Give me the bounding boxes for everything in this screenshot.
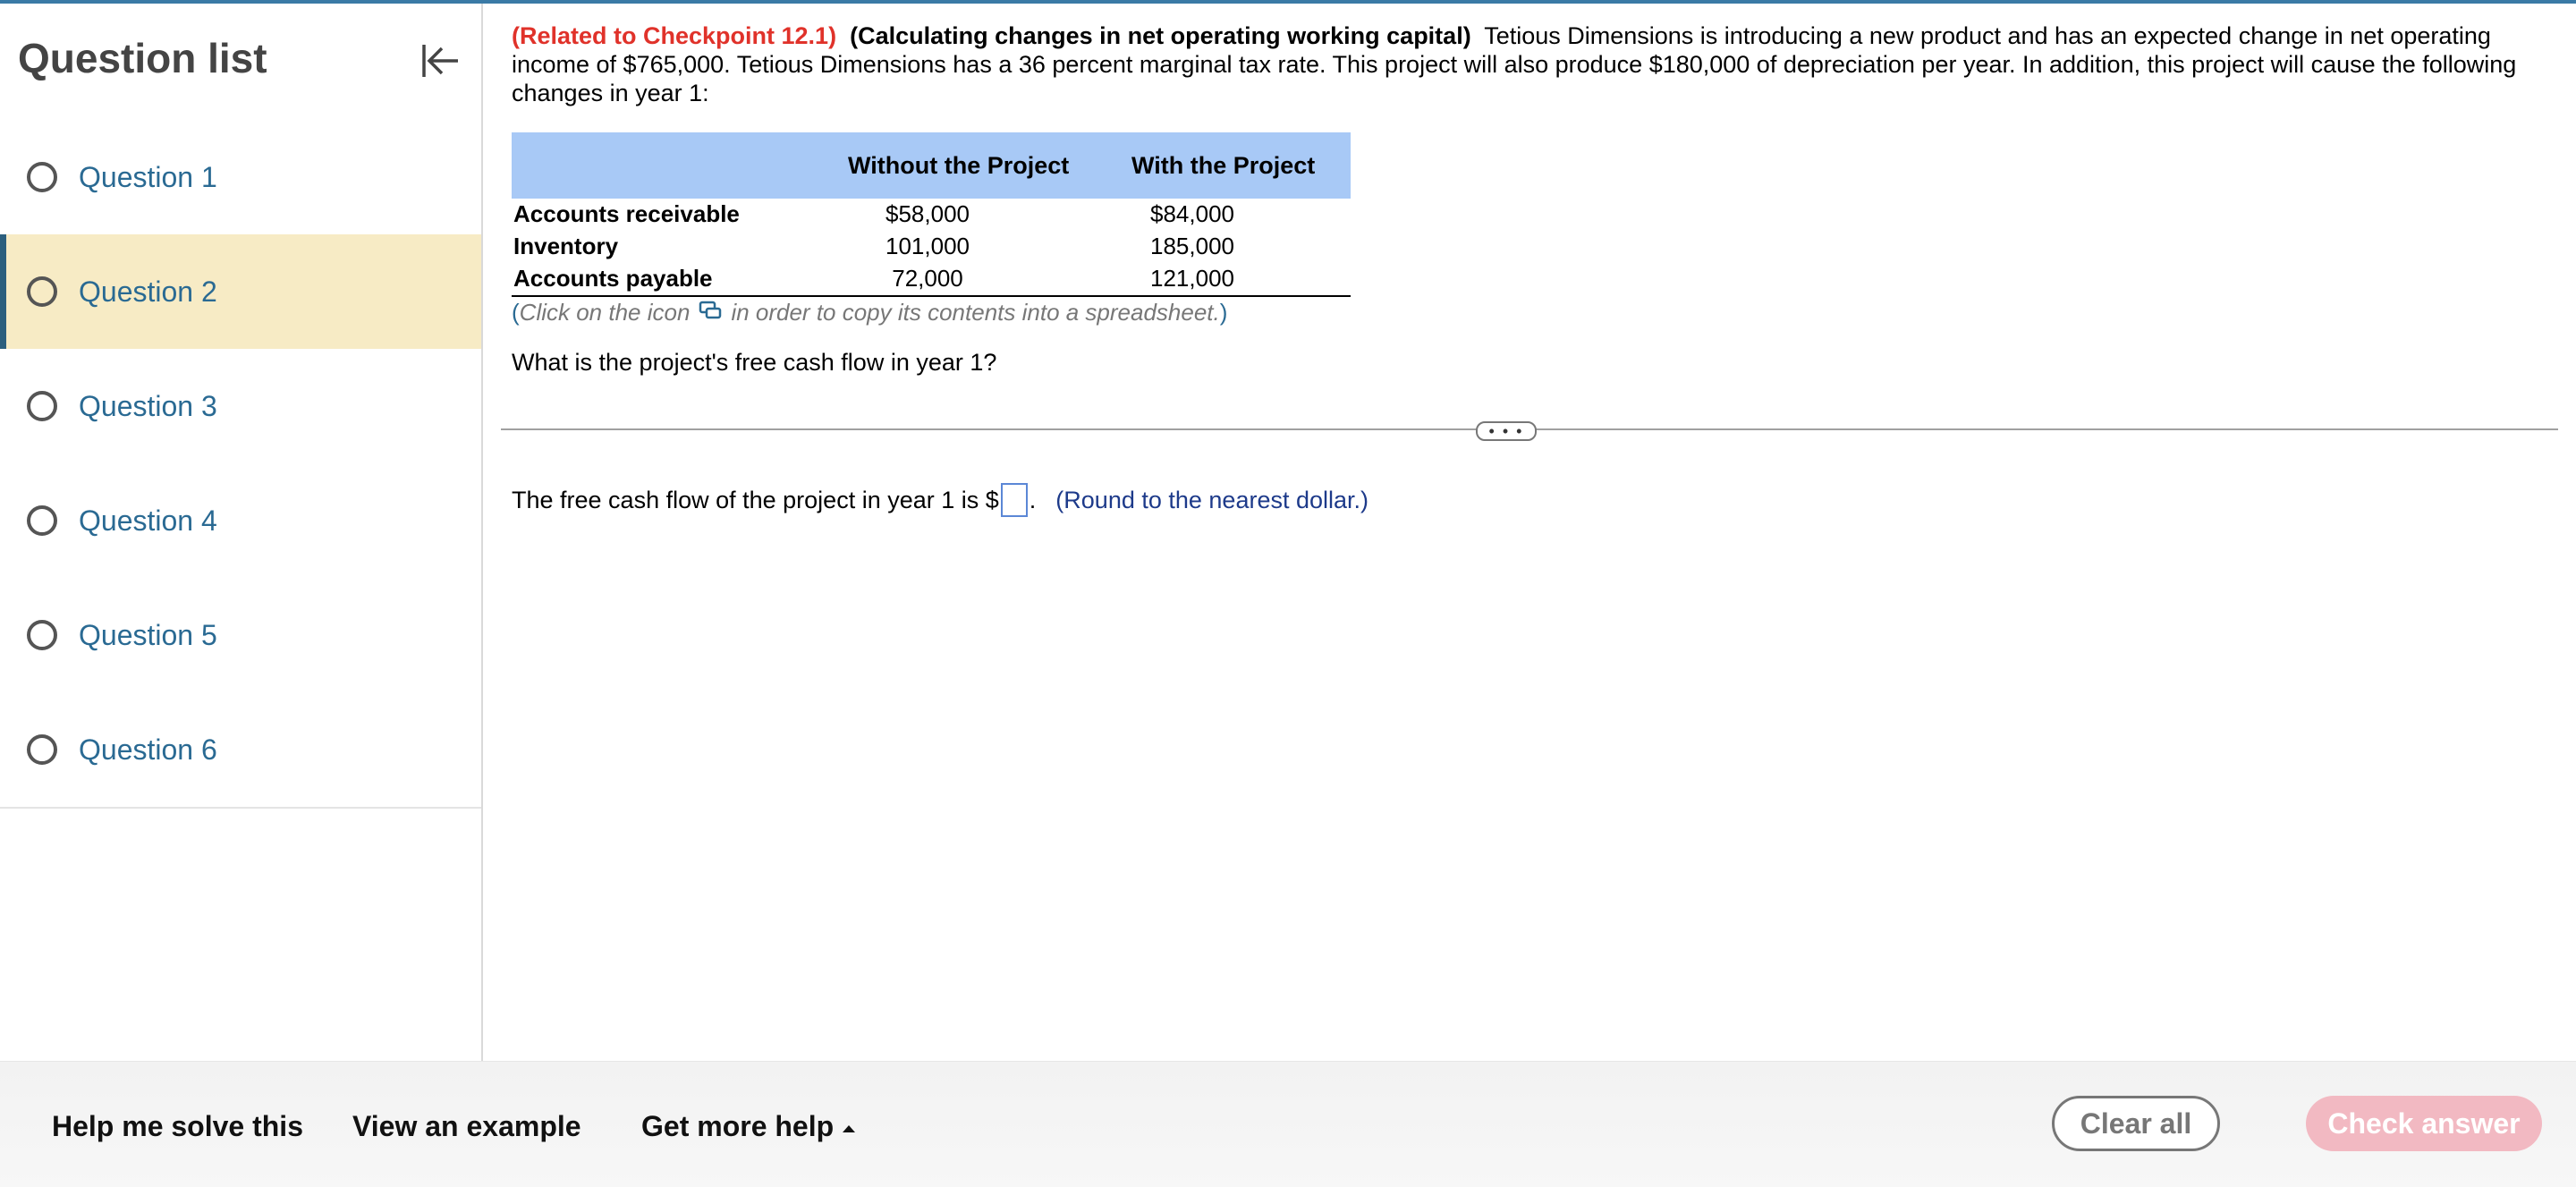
- cell-with: 121,000: [1150, 265, 1234, 292]
- get-more-help-label: Get more help: [641, 1110, 835, 1142]
- column-header-with: With the Project: [1131, 152, 1316, 179]
- answer-input[interactable]: [1001, 483, 1028, 517]
- problem-text: Tetious Dimensions is introducing a new product and has an expected change in net operating income of $765,000. Tetious Dimensions has a 36 percent marginal tax rate. This project will also produce $180,000 of depreciation per year. In addition, this project will cause the following changes in year 1:: [512, 22, 2517, 106]
- table-note: [512, 299, 1351, 326]
- note-text-after: in order to copy its contents into a spreadsheet.: [731, 299, 1220, 326]
- answer-suffix: .: [1029, 486, 1037, 513]
- radio-circle-icon: [27, 620, 57, 650]
- data-table: [512, 132, 1351, 326]
- footer-toolbar: [0, 1061, 2576, 1187]
- row-label: Accounts receivable: [513, 200, 740, 227]
- question-item-2[interactable]: [0, 234, 481, 349]
- radio-circle-icon: [27, 734, 57, 765]
- cell-without: 72,000: [892, 265, 963, 292]
- problem-statement: [512, 21, 2533, 107]
- question-item-1[interactable]: [0, 120, 481, 234]
- question-list-sidebar: [0, 4, 483, 1061]
- clear-all-button[interactable]: Clear all: [2052, 1096, 2220, 1151]
- question-label: Question 6: [79, 733, 217, 766]
- row-label: Accounts payable: [513, 265, 713, 292]
- question-list: [0, 120, 481, 807]
- question-text: What is the project's free cash flow in year 1?: [512, 349, 997, 376]
- question-item-3[interactable]: [0, 349, 481, 463]
- sidebar-title: Question list: [18, 35, 267, 81]
- collapse-sidebar-icon[interactable]: [417, 38, 463, 84]
- radio-circle-icon: [27, 162, 57, 192]
- table-header: [512, 132, 1351, 199]
- radio-circle-icon: [27, 391, 57, 421]
- check-answer-button[interactable]: Check answer: [2306, 1096, 2542, 1151]
- copy-to-spreadsheet-icon[interactable]: [699, 299, 722, 326]
- question-item-4[interactable]: [0, 463, 481, 578]
- cell-with: 185,000: [1150, 233, 1234, 259]
- answer-line: [512, 483, 1368, 517]
- splitter-handle-icon[interactable]: • • •: [1476, 421, 1537, 441]
- question-content: [483, 4, 2576, 1061]
- question-label: Question 3: [79, 389, 217, 422]
- question-label: Question 4: [79, 504, 217, 537]
- note-close-paren: ): [1219, 299, 1228, 326]
- column-header-without: Without the Project: [848, 152, 1070, 179]
- table-bottom-rule: [512, 295, 1351, 297]
- related-checkpoint: (Related to Checkpoint 12.1): [512, 22, 837, 49]
- cell-without: $58,000: [886, 200, 970, 227]
- table-row: [512, 231, 1351, 263]
- table-row: [512, 199, 1351, 231]
- question-label: Question 2: [79, 275, 217, 308]
- view-example-button[interactable]: View an example: [352, 1110, 581, 1142]
- table-row: [512, 263, 1351, 295]
- question-item-6[interactable]: [0, 692, 481, 807]
- cell-with: $84,000: [1150, 200, 1234, 227]
- answer-prefix: The free cash flow of the project in year 1 is $: [512, 486, 999, 513]
- caret-up-icon: [843, 1125, 855, 1132]
- row-label: Inventory: [513, 233, 619, 259]
- cell-without: 101,000: [886, 233, 970, 259]
- help-me-solve-button[interactable]: Help me solve this: [52, 1110, 303, 1142]
- note-open-paren: (: [512, 299, 520, 326]
- radio-circle-icon: [27, 505, 57, 536]
- radio-circle-icon: [27, 276, 57, 307]
- note-text-before: Click on the icon: [519, 299, 691, 326]
- question-label: Question 1: [79, 160, 217, 193]
- rounding-hint: (Round to the nearest dollar.): [1055, 486, 1369, 513]
- problem-topic: (Calculating changes in net operating working capital): [850, 22, 1471, 49]
- get-more-help-button[interactable]: [641, 1110, 855, 1143]
- question-label: Question 5: [79, 618, 217, 651]
- question-item-5[interactable]: [0, 578, 481, 692]
- list-divider: [0, 807, 481, 809]
